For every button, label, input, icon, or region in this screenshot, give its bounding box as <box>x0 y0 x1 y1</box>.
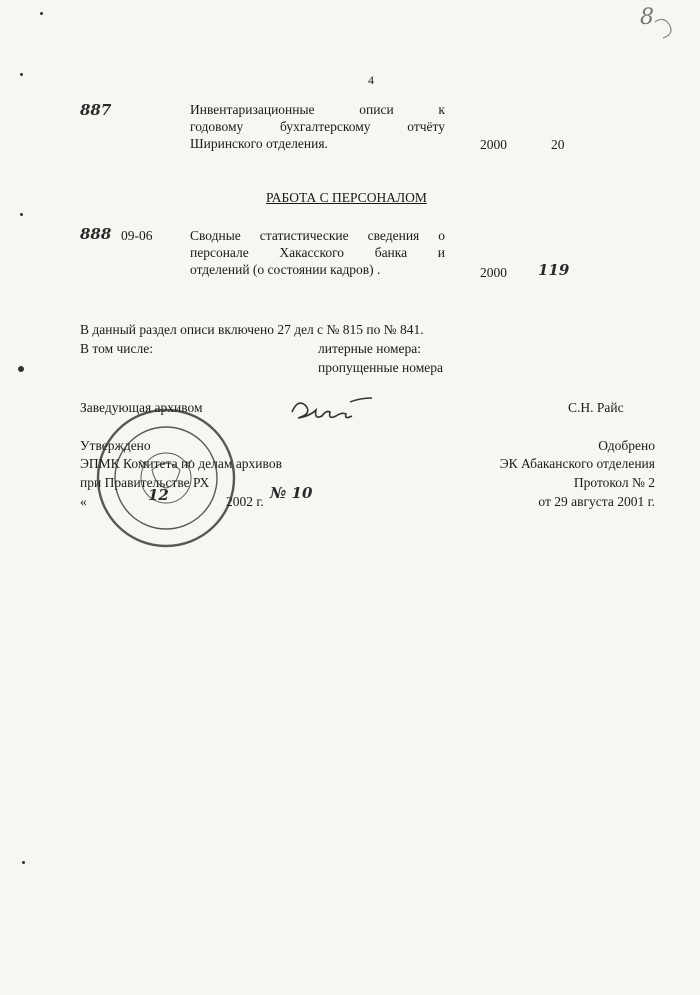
summary-missing-numbers: пропущенные номера <box>318 360 443 375</box>
entry-index: 09-06 <box>121 228 153 243</box>
entry-year: 2000 <box>480 265 507 280</box>
scan-speck <box>20 213 23 216</box>
endorsed-title: Одобрено <box>598 438 655 453</box>
scan-speck <box>22 861 25 864</box>
approved-committee: ЭПМК Комитета по делам архивов <box>80 456 282 471</box>
entry-count: 20 <box>551 137 565 152</box>
entry-description: Сводные статистические сведения о персонале Хакасского банка и отделений (о состоянии кадров) . <box>190 228 445 277</box>
entry-number: 887 <box>80 101 112 119</box>
approved-date-handwritten: 12 <box>148 486 169 504</box>
entry-description: Инвентаризационные описи к годовому бухгалтерскому отчёту Ширинского отделения. <box>190 102 445 151</box>
entry-count: 119 <box>538 261 570 279</box>
endorsed-commission: ЭК Абаканского отделения <box>499 456 655 471</box>
endorsed-date: от 29 августа 2001 г. <box>538 494 655 509</box>
scan-speck <box>18 366 24 372</box>
scan-speck <box>40 12 43 15</box>
corner-mark: 8 <box>640 5 654 30</box>
approved-title: Утверждено <box>80 438 151 453</box>
summary-liter-numbers: литерные номера: <box>318 341 422 356</box>
summary-including-label: В том числе: <box>80 341 153 356</box>
endorsed-protocol: Протокол № 2 <box>573 475 655 490</box>
archive-head-name: С.Н. Райс <box>568 400 624 415</box>
archive-head-label: Заведующая архивом <box>80 400 203 415</box>
entry-year: 2000 <box>480 137 507 152</box>
scan-speck <box>20 73 23 76</box>
summary-line: В данный раздел описи включено 27 дел с № 815 по № 841. <box>80 322 424 337</box>
approved-date-open: « <box>80 494 87 509</box>
approved-government: при Правительстве РХ <box>80 475 210 490</box>
entry-number: 888 <box>80 225 112 243</box>
approved-number-handwritten: № 10 <box>270 484 313 502</box>
section-heading: РАБОТА С ПЕРСОНАЛОМ <box>266 190 427 205</box>
approved-date-year: 2002 г. <box>226 494 264 509</box>
page-number: 4 <box>368 73 374 87</box>
